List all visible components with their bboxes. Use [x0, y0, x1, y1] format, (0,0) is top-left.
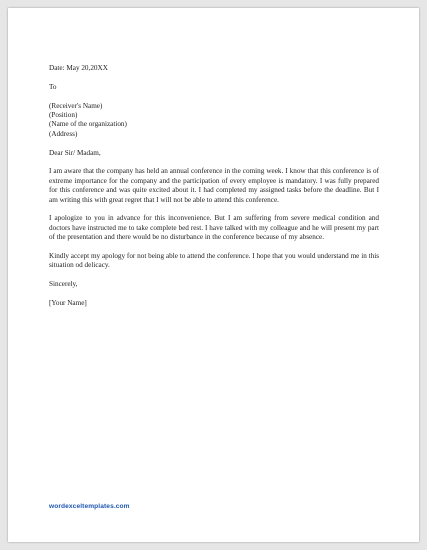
paragraph-1: I am aware that the company has held an annual conference in the coming week. I know that this conference is of extreme importance for the company and the participation of every employee is mandatory. I was fully prepared for this conference and was quite excited about it. I had completed my assigned tasks before the deadline. But I am writing this with great regret that I will not be able to attend this conference.	[49, 167, 379, 204]
paragraph-3: Kindly accept my apology for not being able to attend the conference. I hope that you would understand me in this situation od delicacy.	[49, 252, 379, 270]
letter-date: Date: May 20,20XX	[49, 64, 108, 72]
document-page	[8, 8, 419, 542]
closing: Sincerely,	[49, 280, 78, 289]
website-watermark: wordexceltemplates.com	[49, 503, 130, 510]
receiver-name: (Receiver's Name)	[49, 101, 103, 110]
salutation: Dear Sir/ Madam,	[49, 148, 101, 157]
receiver-position: (Position)	[49, 111, 78, 119]
receiver-block	[49, 102, 379, 140]
letter-to: To	[49, 82, 57, 91]
receiver-organization: (Name of the organization)	[49, 120, 127, 129]
receiver-address: (Address)	[49, 129, 78, 138]
letter-body	[49, 64, 379, 308]
paragraph-2: I apologize to you in advance for this inconvenience. But I am suffering from severe medical condition and doctors have instructed me to take complete bed rest. I have talked with my colleague and he will present my part of the presentation and there would be no disturbance in the conference because of my absence.	[49, 214, 379, 242]
signature: [Your Name]	[49, 299, 87, 308]
